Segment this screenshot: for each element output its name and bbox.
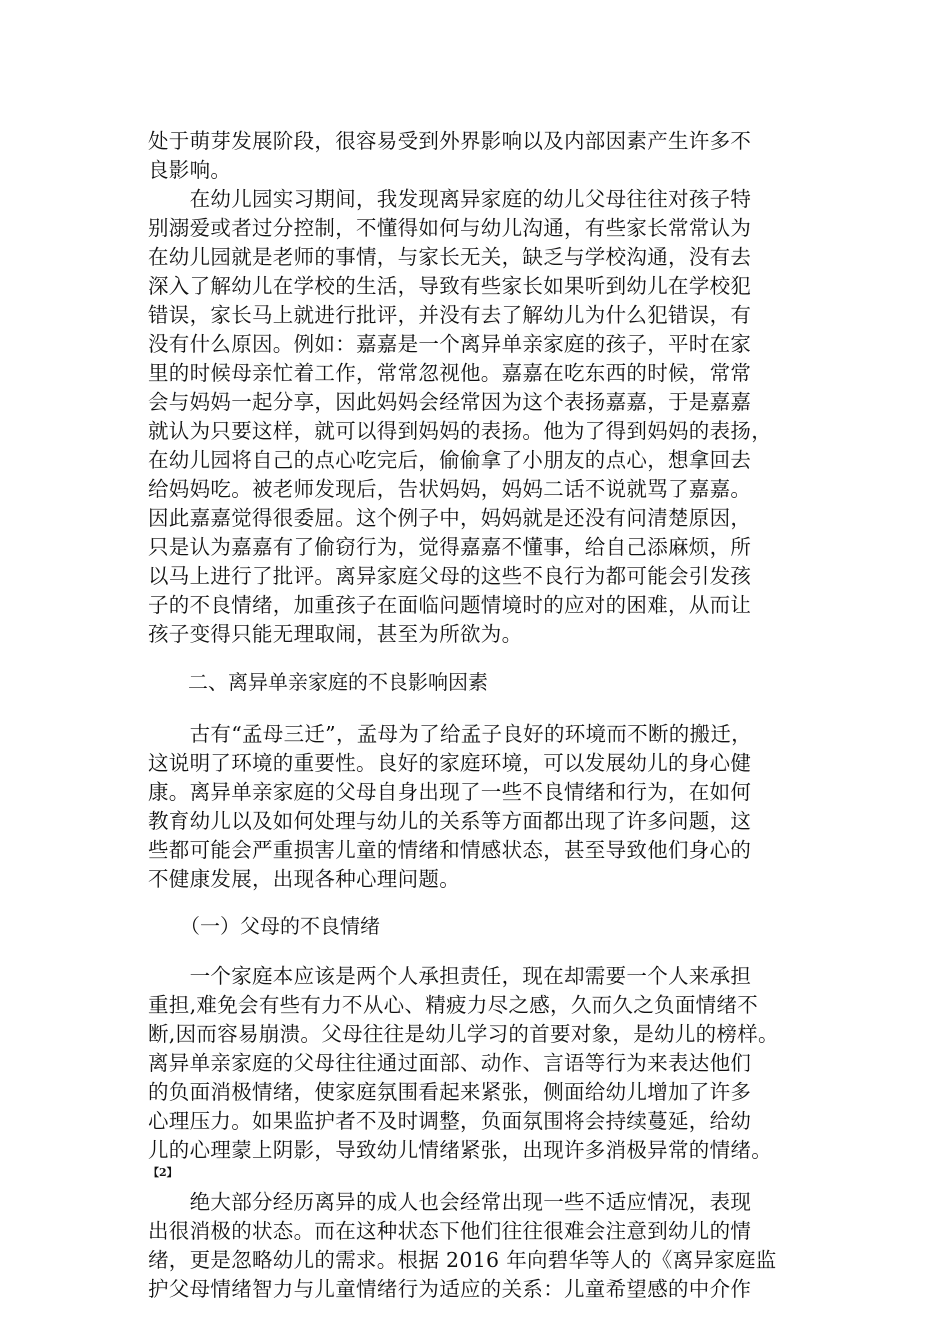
text-line: 以马上进行了批评。离异家庭父母的这些不良行为都可能会引发孩 (148, 564, 752, 588)
text-line: 教育幼儿以及如何处理与幼儿的关系等方面都出现了许多问题，这 (148, 809, 752, 833)
subsection-heading: （一）父母的不良情绪 (180, 914, 380, 938)
text-line: 在幼儿园将自己的点心吃完后，偷偷拿了小朋友的点心，想拿回去 (148, 448, 752, 472)
text-line: 处于萌芽发展阶段，很容易受到外界影响以及内部因素产生许多不 (148, 129, 752, 153)
text-line: 良影响。 (148, 158, 232, 182)
text-line: 孩子变得只能无理取闹，甚至为所欲为。 (148, 622, 523, 646)
text-line: 一个家庭本应该是两个人承担责任，现在却需要一个人来承担 (148, 964, 752, 988)
text-line: 离异单亲家庭的父母往往通过面部、动作、言语等行为来表达他们 (148, 1051, 752, 1075)
text-line: 儿的心理蒙上阴影，导致幼儿情绪紧张，出现许多消极异常的情绪。 (148, 1138, 772, 1162)
text-line: 子的不良情绪，加重孩子在面临问题情境时的应对的困难，从而让 (148, 593, 752, 617)
citation-marker: 【2】 (148, 1166, 178, 1179)
text-line: 因此嘉嘉觉得很委屈。这个例子中，妈妈就是还没有问清楚原因， (148, 506, 752, 530)
text-line: 会与妈妈一起分享，因此妈妈会经常因为这个表扬嘉嘉，于是嘉嘉 (148, 390, 752, 414)
text-line: 在幼儿园实习期间，我发现离异家庭的幼儿父母往往对孩子特 (148, 187, 752, 211)
text-line: 错误，家长马上就进行批评，并没有去了解幼儿为什么犯错误，有 (148, 303, 752, 327)
text-line: 断,因而容易崩溃。父母往往是幼儿学习的首要对象，是幼儿的榜样。 (148, 1022, 779, 1046)
text-line: 康。离异单亲家庭的父母自身出现了一些不良情绪和行为，在如何 (148, 780, 752, 804)
text-line: 不健康发展，出现各种心理问题。 (148, 867, 460, 891)
text-line: 别溺爱或者过分控制，不懂得如何与幼儿沟通，有些家长常常认为 (148, 216, 752, 240)
text-line: 就认为只要这样，就可以得到妈妈的表扬。他为了得到妈妈的表扬， (148, 419, 772, 443)
text-line: 心理压力。如果监护者不及时调整，负面氛围将会持续蔓延，给幼 (148, 1109, 752, 1133)
text-line: 给妈妈吃。被老师发现后，告状妈妈，妈妈二话不说就骂了嘉嘉。 (148, 477, 752, 501)
text-line: 护父母情绪智力与儿童情绪行为适应的关系：儿童希望感的中介作 (148, 1277, 752, 1301)
text-line: 只是认为嘉嘉有了偷窃行为，觉得嘉嘉不懂事，给自己添麻烦，所 (148, 535, 752, 559)
text-line: 重担,难免会有些有力不从心、精疲力尽之感，久而久之负面情绪不 (148, 993, 759, 1017)
text-line: 里的时候母亲忙着工作，常常忽视他。嘉嘉在吃东西的时候，常常 (148, 361, 752, 385)
text-line: 古有“孟母三迁”，孟母为了给孟子良好的环境而不断的搬迁， (148, 722, 752, 746)
text-line: 没有什么原因。例如：嘉嘉是一个离异单亲家庭的孩子，平时在家 (148, 332, 752, 356)
text-line: 绝大部分经历离异的成人也会经常出现一些不适应情况，表现 (148, 1190, 752, 1214)
text-line: 些都可能会严重损害儿童的情绪和情感状态，甚至导致他们身心的 (148, 838, 752, 862)
text-line: 的负面消极情绪，使家庭氛围看起来紧张，侧面给幼儿增加了许多 (148, 1080, 752, 1104)
text-line: 出很消极的状态。而在这种状态下他们往往很难会注意到幼儿的情 (148, 1219, 752, 1243)
text-line: 在幼儿园就是老师的事情，与家长无关，缺乏与学校沟通，没有去 (148, 245, 752, 269)
text-line: 这说明了环境的重要性。良好的家庭环境，可以发展幼儿的身心健 (148, 751, 752, 775)
text-line: 绪，更是忽略幼儿的需求。根据 2016 年向碧华等人的《离异家庭监 (148, 1248, 777, 1272)
section-heading: 二、离异单亲家庭的不良影响因素 (188, 670, 488, 694)
text-line: 深入了解幼儿在学校的生活，导致有些家长如果听到幼儿在学校犯 (148, 274, 752, 298)
